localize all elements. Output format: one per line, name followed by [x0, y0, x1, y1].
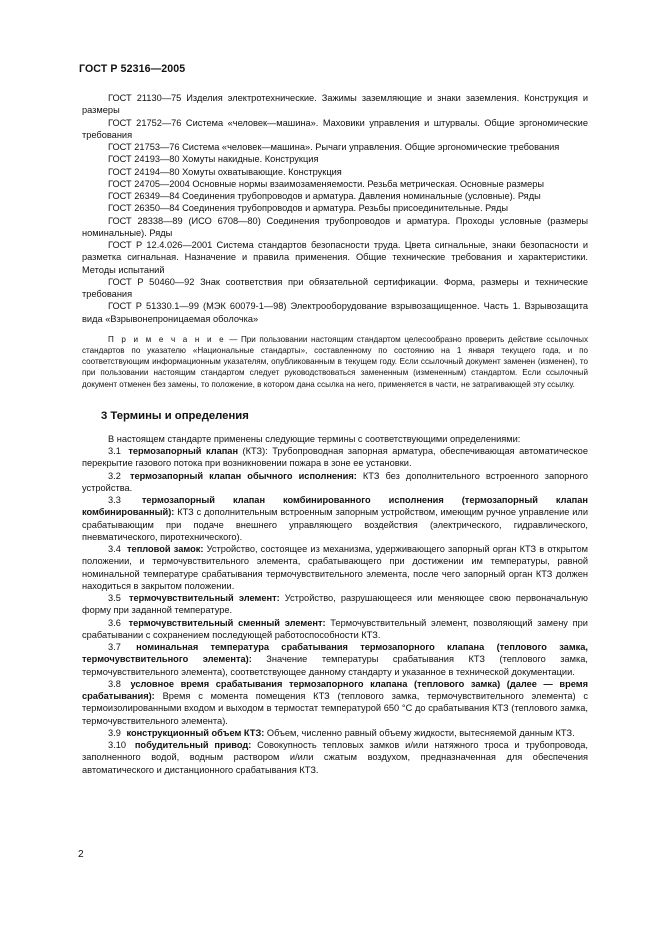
definition-number: 3.3 — [108, 495, 121, 506]
definition-text: (КТЗ): Трубопроводная запорная арматура, обеспечивающая автоматическое перекрытие газового потока при возникновении пожара в зоне ее установки. — [82, 446, 588, 469]
definition-term: термочувствительный сменный элемент: — [128, 617, 326, 628]
reference-item: ГОСТ Р 51330.1—99 (МЭК 60079-1—98) Электрооборудование взрывозащищенное. Часть 1. Взрывозащита вида «Взрывонепроницаемая оболочка» — [82, 301, 588, 324]
definition-text: Устройство, состоящее из механизма, удерживающего запорный орган КТЗ в открытом положении, и термочувствительного элемента, срабатывающего при достижении им температуры, равной номинальной температуре срабатывания термочувствительного элемента, после чего запорный орган КТЗ должен находиться в закрытом положении. — [82, 544, 588, 591]
definition-text: КТЗ с дополнительным встроенным запорным устройством, имеющим ручное управление или срабатывающим при подаче внешнего управляющего воздействия (электрического, гидравлического, пневматического, пиротехнического). — [82, 507, 588, 542]
definition-text: Объем, численно равный объему жидкости, вытесняемой данным КТЗ. — [264, 727, 575, 738]
definition-text: Совокупность тепловых замков и/или натяжного троса и трубопровода, заполненного водой, водным раствором и/или сжатым воздухом, предназначенная для обеспечения автоматического и дистанционного срабатывания КТЗ. — [82, 740, 588, 775]
page-body — [82, 92, 588, 776]
definition-number: 3.5 — [108, 593, 121, 604]
definition-term: номинальная температура срабатывания термозапорного клапана (теплового замка, термочувствительного элемента): — [82, 642, 589, 665]
definition-text: КТЗ без дополнительного встроенного запорного устройства. — [82, 470, 589, 493]
reference-item: ГОСТ 24193—80 Хомуты накидные. Конструкция — [108, 154, 319, 165]
reference-item: ГОСТ Р 50460—92 Знак соответствия при обязательной сертификации. Форма, размеры и технические требования — [82, 276, 588, 299]
definition-number: 3.7 — [108, 642, 121, 653]
reference-item: ГОСТ Р 12.4.026—2001 Система стандартов безопасности труда. Цвета сигнальные, знаки безопасности и разметка сигнальная. Назначение и правила применения. Общие технические требования и характеристики. Методы испытаний — [82, 240, 588, 275]
definition-item — [82, 445, 588, 470]
definition-number: 3.10 — [108, 740, 127, 751]
definition-term: термочувствительный элемент: — [128, 593, 280, 604]
reference-item: ГОСТ 28338—89 (ИСО 6708—80) Соединения трубопроводов и арматура. Проходы условные (размеры номинальные). Ряды — [82, 215, 588, 238]
definition-text: Время с момента помещения КТЗ (теплового замка, термочувствительного элемента) с термоизолированными входом и выходом в термостат температурой 650 °С до срабатывания КТЗ (теплового замка, термочувствительного элемента). — [82, 691, 588, 726]
reference-list — [82, 92, 588, 325]
definition-item — [82, 727, 588, 739]
definition-term: термозапорный клапан — [128, 446, 239, 457]
definition-term: конструкционный объем КТЗ: — [126, 727, 265, 738]
definition-term: побудительный привод: — [134, 740, 252, 751]
definition-text: Устройство, разрушающееся или меняющее свою первоначальную форму при заданной температуре. — [82, 593, 588, 616]
reference-item: ГОСТ 21753—76 Система «человек—машина». Рычаги управления. Общие эргономические требования — [108, 142, 560, 152]
reference-item: ГОСТ 24194—80 Хомуты охватывающие. Конструкция — [108, 166, 342, 177]
reference-item: ГОСТ 26349—84 Соединения трубопроводов и арматура. Давления номинальные (условные). Ряды — [108, 191, 541, 201]
definition-term: условное время срабатывания термозапорного клапана (теплового замка) (далее — время срабатывания): — [82, 678, 588, 702]
reference-item: ГОСТ 21752—76 Система «человек—машина». Маховики управления и штурвалы. Общие эргономические требования — [82, 117, 588, 140]
definition-number: 3.9 — [108, 727, 121, 738]
definition-term: тепловой замок: — [127, 544, 204, 555]
section-intro: В настоящем стандарте применены следующие термины с соответствующими определениями: — [108, 433, 521, 444]
definition-item — [82, 678, 588, 727]
note-paragraph — [82, 334, 588, 390]
section-title: 3 Термины и определения — [101, 409, 249, 422]
definition-text: Значение температуры срабатывания КТЗ (теплового замка, термочувствительного элемента), соответствующее данному стандарту и указанное в технической документации. — [82, 654, 588, 677]
definition-item — [82, 494, 588, 543]
note-label: П р и м е ч а н и е — [108, 334, 226, 344]
reference-item: ГОСТ 21130—75 Изделия электротехнические. Зажимы заземляющие и знаки заземления. Конструкция и размеры — [82, 93, 588, 116]
reference-item: ГОСТ 24705—2004 Основные нормы взаимозаменяемости. Резьба метрическая. Основные размеры — [108, 178, 545, 189]
definition-item — [82, 543, 588, 592]
definition-text: Термочувствительный элемент, позволяющий замену при срабатывании с сохранением последующей работоспособности КТЗ. — [82, 617, 588, 640]
definition-term: термозапорный клапан комбинированного исполнения (термозапорный клапан комбинированный): — [82, 495, 588, 518]
definition-item — [82, 592, 588, 617]
definition-item — [82, 470, 588, 495]
reference-item: ГОСТ 26350—84 Соединения трубопроводов и арматура. Резьбы присоединительные. Ряды — [108, 203, 509, 214]
definition-number: 3.4 — [108, 544, 121, 555]
definition-term: термозапорный клапан обычного исполнения: — [129, 470, 357, 481]
definition-number: 3.1 — [108, 446, 121, 457]
definition-item — [82, 617, 588, 642]
running-title: ГОСТ Р 52316—2005 — [79, 63, 186, 75]
definition-number: 3.6 — [108, 617, 121, 628]
definition-number: 3.2 — [108, 470, 121, 481]
page-number: 2 — [78, 849, 84, 860]
definition-number: 3.8 — [108, 678, 121, 689]
definition-item — [82, 641, 588, 678]
definition-list — [82, 445, 588, 776]
definition-item — [82, 739, 588, 776]
note-text: — При пользовании настоящим стандартом целесообразно проверить действие ссылочных стандартов по указателю «Национальные стандарты», составленному по состоянию на 1 января текущего года, и по соответствующим информационным указателям, опубликованным в текущем году. Если ссылочный документ заменен (изменен), то при пользовании настоящим стандартом следует руководствоваться замененным (измененным) стандартом. Если ссылочный документ отменен без замены, то положение, в котором дана ссылка на него, применяется в части, не затрагивающей эту ссылку. — [82, 334, 589, 389]
